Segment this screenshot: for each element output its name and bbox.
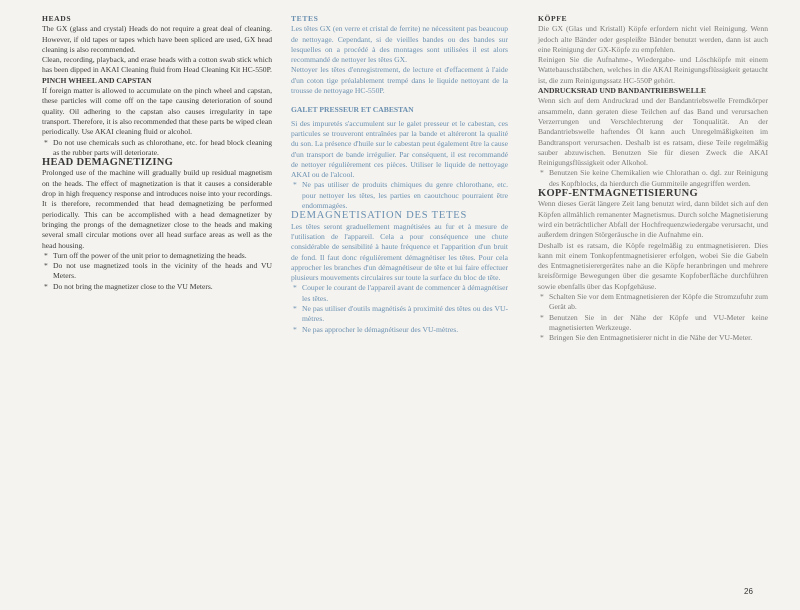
note-item: * Schalten Sie vor dem Entmagnetisieren der Köpfe die Stromzufuhr zum Gerät ab. — [538, 292, 768, 313]
french-column — [291, 14, 508, 335]
andrucksrad-heading: ANDRUCKSRAD UND BANDANTRIEBSWELLE — [538, 86, 706, 96]
demagnetisation-notes — [291, 283, 508, 334]
heads-heading: HEADS — [42, 14, 72, 23]
english-column — [42, 14, 272, 292]
note-item: * Couper le courant de l'appareil avant de commencer à démagnétiser les têtes. — [291, 283, 508, 304]
pinch-wheel-notes — [42, 138, 272, 159]
note-item: * Do not bring the magnetizer close to the VU Meters. — [42, 282, 272, 292]
andrucksrad-paragraph: Wenn sich auf dem Andruckrad und der Bandantriebswelle Fremdkörper ansammeln, dann geraten diese Teilchen auf das Band und verursachen Verzerrungen und Verschlechterung der Tonqualität. An der Bandantriebswelle haftendes Öl kann auch Unregelmäßigkeiten im Bandtransport verursachen. Deshalb ist es ratsam, diese Teile regelmäßig sauber abzuwischen. Benutzen Sie für diesen Zweck die AKAI Reinigungsflüssigkeit oder Alkohol. — [538, 96, 768, 168]
tetes-paragraph-2: Nettoyer les têtes d'enregistrement, de lecture et d'effacement à l'aide d'un coton tige préalablement trempé dans le liquide nettoyant de la trousse de nettoyage HC-550P. — [291, 65, 508, 96]
note-item: * Ne pas approcher le démagnétiseur des VU-mètres. — [291, 325, 508, 335]
note-item: * Do not use magnetized tools in the vicinity of the heads and VU Meters. — [42, 261, 272, 282]
note-item: * Turn off the power of the unit prior to demagnetizing the heads. — [42, 251, 272, 261]
kopfe-paragraph-1: Die GX (Glas und Kristall) Köpfe erfordern nicht viel Reinigung. Wenn jedoch alte Bänder oder gespleißte Bänder benutzt werden, dann ist auch eine Reinigung der GX-Köpfe zu empfehlen. — [538, 24, 768, 54]
german-column — [538, 14, 768, 344]
pinch-wheel-heading: PINCH WHEEL AND CAPSTAN — [42, 75, 152, 85]
head-demagnetizing-heading: HEAD DEMAGNETIZING — [42, 157, 174, 169]
entmagnetisierung-paragraph-2: Deshalb ist es ratsam, die Köpfe regelmäßig zu entmagnetisieren. Dies kann mit einem Tonkopfentmagnetisierer erfolgen, wobei Sie die Gabeln des Entmagnetisierergerätes nahe an die Köpfe heranbringen und mehrere kreisförmige Bewegungen über die gesamte Kopfoberfläche durchführen sowie ebenfalls über das Kopfgehäuse. — [538, 240, 768, 291]
note-item: * Do not use chemicals such as chlorothane, etc. for head block cleaning as the rubber parts will deteriorate. — [42, 138, 272, 159]
galet-notes — [291, 180, 508, 211]
heads-paragraph-1: The GX (glass and crystal) Heads do not require a great deal of cleaning. However, if old tapes or tapes which have been spliced are used, GX head cleaning is also recommended. — [42, 24, 272, 54]
kopfe-paragraph-2: Reinigen Sie die Aufnahme-, Wiedergabe- und Löschköpfe mit einem Wattebauschstäbchen, welches in die AKAI Reinigungsflüssigkeit getaucht ist, die zum Reinigungssatz HC-550P gehört. — [538, 55, 768, 85]
demagnetisation-paragraph: Les têtes seront graduellement magnétisées au fur et à mesure de l'utilisation de l'appareil. Cela a pour conséquence une chute considérable de sensibilité à haute fréquence et l'apparition d'un bruit de fond. Il faut donc régulièrement démagnétiser les têtes. Pour cela approcher les branches d'un démagnétiseur de tête et lui faire effectuer plusieurs mouvements circulaires sur toute la surface du bloc de tête. — [291, 221, 508, 283]
tetes-heading: TETES — [291, 14, 319, 23]
kopf-entmagnetisierung-heading: KOPF-ENTMAGNETISIERUNG — [538, 188, 699, 200]
demagnetisation-heading: DEMAGNETISATION DES TETES — [291, 210, 468, 222]
kopfe-heading: KÖPFE — [538, 14, 568, 23]
note-item: * Ne pas utiliser de produits chimiques du genre chlorothane, etc. pour nettoyer les têtes, les parties en caoutchouc pourraient être endommagées. — [291, 180, 508, 211]
note-item: * Ne pas utiliser d'outils magnétisés à proximité des têtes ou des VU-mètres. — [291, 304, 508, 325]
entmagnetisierung-paragraph-1: Wenn dieses Gerät längere Zeit lang benutzt wird, dann bildet sich auf den Köpfen allmählich remanenter Magnetismus. Durch solche Magnetisierung wird ein beträchtlicher Abfall der Hochfrequenzwiedergabe verursacht, und außerdem dringen Störgeräusche in die Aufnahme ein. — [538, 199, 768, 240]
page-number: 26 — [744, 587, 753, 596]
note-item: * Bringen Sie den Entmagnetisierer nicht in die Nähe der VU-Meter. — [538, 333, 768, 343]
heads-paragraph-2: Clean, recording, playback, and erase heads with a cotton swab stick which has been dipped in AKAI Cleaning fluid from Head Cleaning Kit HC-550P. — [42, 55, 272, 75]
demagnetizing-notes — [42, 251, 272, 292]
note-item: * Benutzen Sie keine Chemikalien wie Chlorathan o. dgl. zur Reinigung des Kopfblocks, da hierdurch die Gummiteile angegriffen werden. — [538, 168, 768, 189]
galet-heading: GALET PRESSEUR ET CABESTAN — [291, 105, 414, 115]
andrucksrad-notes — [538, 168, 768, 189]
tetes-paragraph-1: Les têtes GX (en verre et cristal de ferrite) ne nécessitent pas beaucoup de nettoyage. Cependant, si de vieilles bandes ou des bandes sur lesquelles on a procédé à des montages sont utilisées il est alors recommandé de nettoyer les têtes GX. — [291, 24, 508, 65]
pinch-wheel-paragraph: If foreign matter is allowed to accumulate on the pinch wheel and capstan, these particles will come off on the tape causing deterioration of sound quality. Oil adhering to the capstan also causes irregularity in tape transport. Therefore, it is also recommended that these parts be wiped clean periodically. Use AKAI cleaning fluid or alcohol. — [42, 86, 272, 137]
entmagnetisierung-notes — [538, 292, 768, 343]
demagnetizing-paragraph: Prolonged use of the machine will gradually build up residual magnetism on the heads. The effect of magnetization is that it causes a considerable drop in high frequency response and introduces noise into your recordings. It is therefore, recommended that head demagnetizing be performed periodically. This can be accomplished with a head demagnetizer by bringing the prongs of the demagnetizer close to the heads and making several small circular motions over all head surface areas as well as the head housing. — [42, 168, 272, 250]
note-item: * Benutzen Sie in der Nähe der Köpfe und VU-Meter keine magnetisierten Werkzeuge. — [538, 313, 768, 334]
galet-paragraph: Si des impuretés s'accumulent sur le galet presseur et le cabestan, ces particules se trouveront entraînées par la bande et altéreront la qualité du son. La présence d'huile sur le cabestan peut également être la cause d'un transport de bande irrégulier. Par conséquent, il est recommandé de nettoyer régulièrement ces pièces. Utiliser le liquide de nettoyage AKAI ou de l'alcool. — [291, 118, 508, 180]
